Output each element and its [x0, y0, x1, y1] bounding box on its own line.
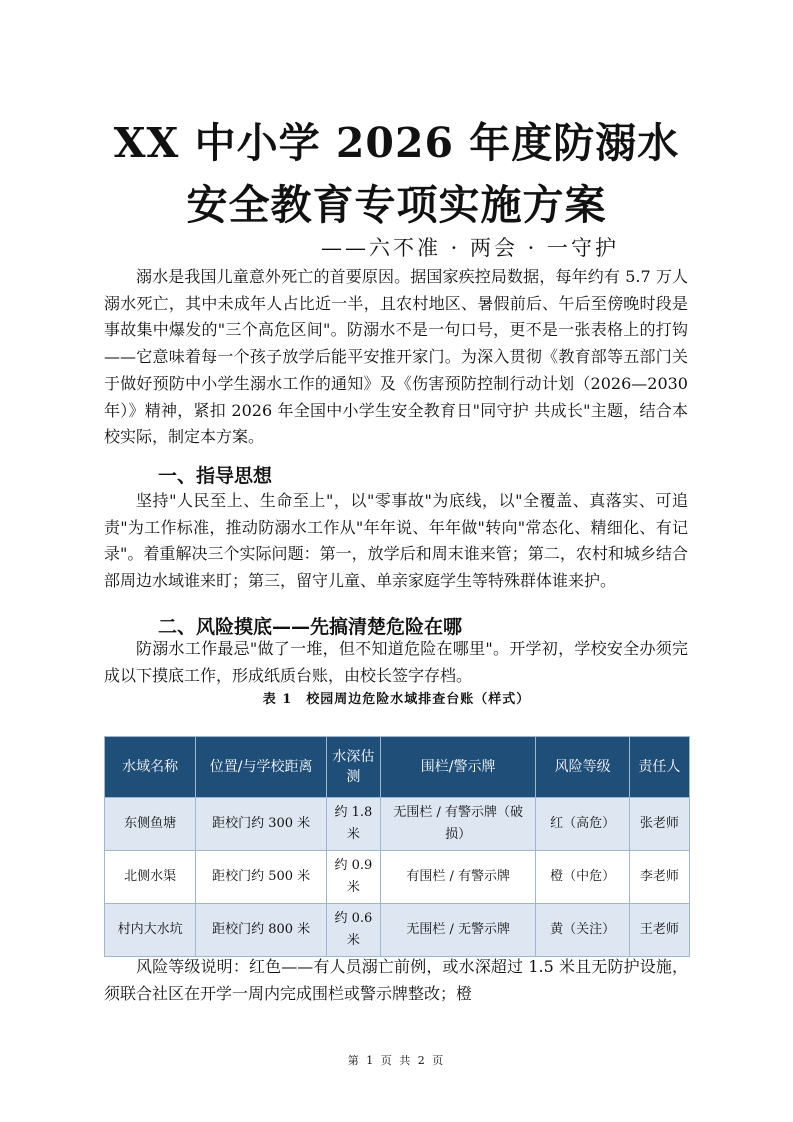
table-row [105, 851, 690, 904]
column-header: 风险等级 [536, 737, 629, 798]
table-cell: 距校门约 500 米 [196, 851, 327, 904]
table-cell: 无围栏 / 有警示牌（破损） [380, 798, 536, 851]
table-row [105, 904, 690, 957]
table-cell: 有围栏 / 有警示牌 [380, 851, 536, 904]
document-title-line-1: XX 中小学 2026 年度防溺水 [113, 119, 680, 167]
table-cell: 距校门约 800 米 [196, 904, 327, 957]
table-cell: 李老师 [629, 851, 689, 904]
table-cell: 王老师 [629, 904, 689, 957]
risk-level-note: 风险等级说明：红色——有人员溺亡前例，或水深超过 1.5 米且无防护设施，须联合社区在开学一周内完成围栏或警示牌整改；橙 [104, 957, 688, 1003]
page-number-footer: 第 1 页 共 2 页 [347, 1054, 446, 1067]
column-header: 责任人 [629, 737, 689, 798]
intro-paragraph: 溺水是我国儿童意外死亡的首要原因。据国家疾控局数据，每年约有 5.7 万人溺水死亡，其中未成年人占比近一半，且农村地区、暑假前后、午后至傍晚时段是事故集中爆发的"三个高危区间"。防溺水不是一句口号，更不是一张表格上的打钩——它意味着每一个孩子放学后能平安推开家门。为深入贯彻《教育部等五部门关于做好预防中小学生溺水工作的通知》及《伤害预防控制行动计划（2026—2030年）》精神，紧扣 2026 年全国中小学生安全教育日"同守护 共成长"主题，结合本校实际，制定本方案。 [104, 267, 688, 447]
section-2-body: 防溺水工作最忌"做了一堆，但不知道危险在哪里"。开学初，学校安全办须完成以下摸底工作，形成纸质台账，由校长签字存档。 [104, 639, 688, 685]
water-hazard-ledger-table [104, 736, 690, 957]
table-header-row [105, 737, 690, 798]
table-cell: 红（高危） [536, 798, 629, 851]
column-header: 围栏/警示牌 [380, 737, 536, 798]
table-cell: 约 1.8 米 [326, 798, 380, 851]
table-cell: 北侧水渠 [105, 851, 196, 904]
section-2-heading: 二、风险摸底——先搞清楚危险在哪 [158, 616, 463, 638]
table-cell: 约 0.9 米 [326, 851, 380, 904]
column-header: 水深估测 [326, 737, 380, 798]
document-subtitle: ——六不准 · 两会 · 一守护 [320, 236, 620, 260]
document-title-line-2: 安全教育专项实施方案 [186, 181, 607, 229]
section-1-heading: 一、指导思想 [158, 465, 273, 487]
table-cell: 村内大水坑 [105, 904, 196, 957]
column-header: 水域名称 [105, 737, 196, 798]
table-cell: 黄（关注） [536, 904, 629, 957]
table-cell: 无围栏 / 无警示牌 [380, 904, 536, 957]
table-cell: 橙（中危） [536, 851, 629, 904]
table-row [105, 798, 690, 851]
column-header: 位置/与学校距离 [196, 737, 327, 798]
table-cell: 约 0.6 米 [326, 904, 380, 957]
table-cell: 东侧鱼塘 [105, 798, 196, 851]
table-caption: 表 1 校园周边危险水域排查台账（样式） [262, 692, 531, 707]
table-cell: 张老师 [629, 798, 689, 851]
table-cell: 距校门约 300 米 [196, 798, 327, 851]
section-1-body: 坚持"人民至上、生命至上"，以"零事故"为底线，以"全覆盖、真落实、可追责"为工作标准，推动防溺水工作从"年年说、年年做"转向"常态化、精细化、有记录"。着重解决三个实际问题：第一，放学后和周末谁来管；第二，农村和城乡结合部周边水域谁来盯；第三，留守儿童、单亲家庭学生等特殊群体谁来护。 [104, 491, 688, 591]
